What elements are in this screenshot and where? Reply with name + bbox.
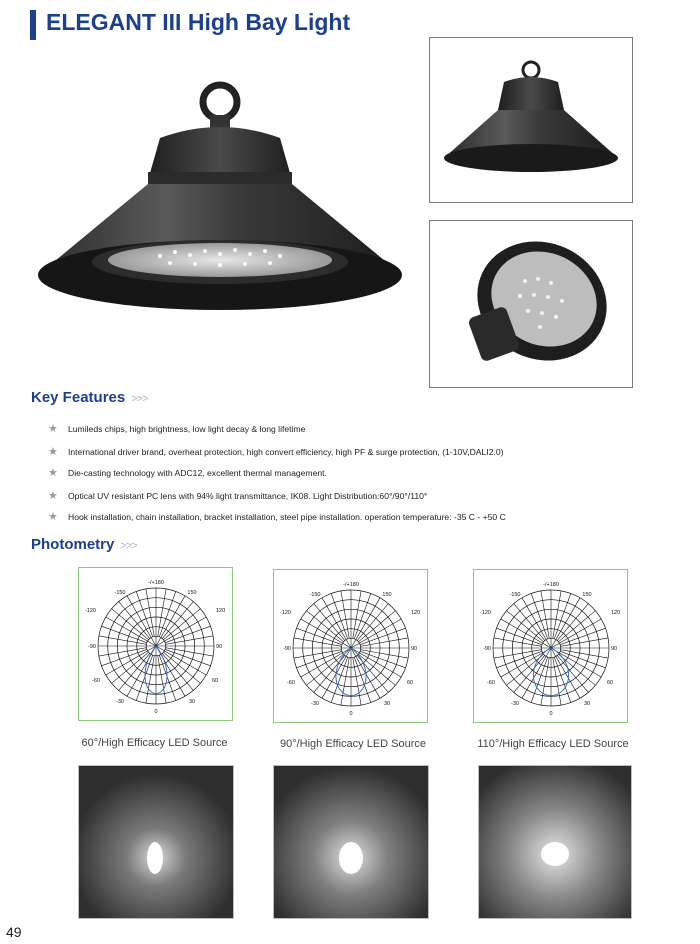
polar-angle-label: 120 [411,610,421,616]
polar-angle-label: 120 [611,610,621,616]
polar-angle-label: -/+180 [543,582,559,588]
key-features-heading: Key Features >>> [31,389,148,406]
polar-angle-label: -120 [479,610,491,616]
polar-angle-label: 150 [582,592,592,598]
star-icon: ★ [48,490,58,502]
polar-angle-label: -/+180 [343,582,359,588]
beam-photo-60 [78,765,234,919]
page-title: ELEGANT III High Bay Light [46,9,351,35]
polar-angle-label: -60 [92,678,100,684]
polar-angle-label: 60 [407,680,414,686]
polar-angle-label: 0 [549,711,553,717]
polar-angle-label: 30 [188,699,196,705]
polar-angle-label: -60 [287,680,295,686]
feature-item: ★ Hook installation, chain installation, bracket installation, steel pipe installation. operation temperature: -35 C - +50 C [48,511,506,523]
star-icon: ★ [48,467,58,479]
polar-angle-label: -120 [84,608,96,614]
polar-angle-label: 30 [383,701,391,707]
star-icon: ★ [48,446,58,458]
polar-angle-label: 60 [607,680,614,686]
title-accent-bar [30,10,36,40]
polar-angle-label: -150 [114,590,126,596]
product-side-image [429,37,633,203]
polar-angle-label: 120 [216,608,226,614]
polar-angle-label: 30 [583,701,591,707]
polar-angle-label: -90 [283,646,291,652]
polar-angle-label: 0 [154,709,158,715]
product-angle-image [429,220,633,388]
polar-angle-label: -120 [279,610,291,616]
feature-item: ★ Die-casting technology with ADC12, excellent thermal management. [48,467,327,479]
polar-angle-label: -/+180 [148,580,164,586]
polar-angle-label: -30 [311,701,319,707]
polar-angle-label: -150 [509,592,521,598]
polar-angle-label: -150 [309,592,321,598]
polar-angle-label: 90 [611,646,618,652]
polar-angle-label: 90 [411,646,418,652]
polar-diagram-110 [473,569,628,723]
feature-item: ★ International driver brand, overheat protection, high convert efficiency, high PF & surge protection, (1-10V,DALI2.0) [48,446,504,458]
polar-angle-label: -30 [116,699,124,705]
polar-angle-label: -90 [483,646,491,652]
polar-angle-label: 60 [212,678,219,684]
star-icon: ★ [48,511,58,523]
polar-angle-label: 150 [382,592,392,598]
caption-90: 90°/High Efficacy LED Source [279,738,427,750]
polar-diagram-60 [78,567,233,721]
beam-photo-110 [478,765,632,919]
page-number: 49 [6,924,22,940]
beam-photo-90 [273,765,429,919]
star-icon: ★ [48,423,58,435]
polar-angle-label: 150 [187,590,197,596]
polar-diagram-90 [273,569,428,723]
polar-angle-label: -60 [487,680,495,686]
feature-item: ★ Optical UV resistant PC lens with 94% light transmittance, IK08. Light Distribution:60°/90°/110° [48,490,428,502]
photometry-heading: Photometry >>> [31,536,137,553]
polar-angle-label: -90 [88,644,96,650]
product-main-image [30,60,410,360]
caption-60: 60°/High Efficacy LED Source [81,737,228,749]
caption-110: 110°/High Efficacy LED Source [477,738,629,750]
feature-item: ★ Lumileds chips, high brightness, low light decay & long lifetime [48,423,306,435]
polar-angle-label: 90 [216,644,223,650]
polar-angle-label: -30 [511,701,519,707]
polar-angle-label: 0 [349,711,353,717]
